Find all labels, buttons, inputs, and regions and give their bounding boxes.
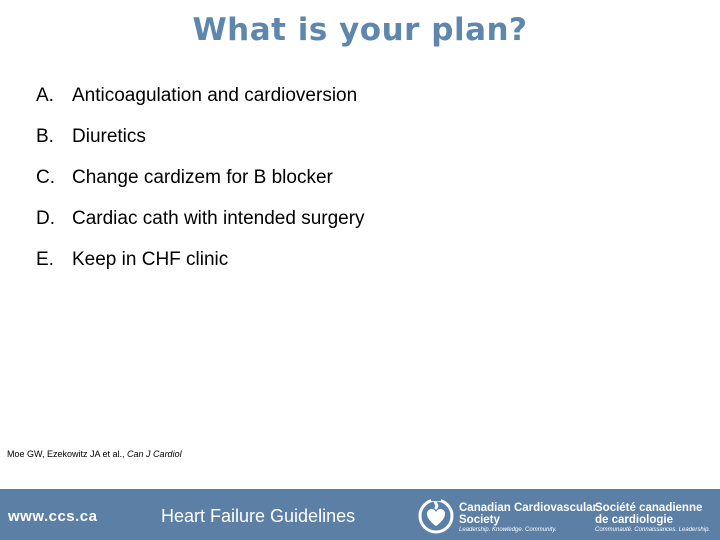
org-fr-tagline: Communauté. Connaissances. Leadership. [595,527,711,533]
option-d [36,207,365,248]
citation-journal: Can J Cardiol [127,449,182,459]
option-letter: D. [36,208,55,229]
org-fr-line1: Société canadienne [595,502,703,514]
option-letter: A. [36,85,54,106]
option-text: Anticoagulation and cardioversion [72,85,358,106]
org-name-english [459,502,597,535]
option-text: Cardiac cath with intended surgery [72,208,365,229]
option-b [36,125,365,166]
org-fr-line2: de cardiologie [595,514,673,526]
option-a [36,84,365,125]
option-c [36,166,365,207]
option-text: Keep in CHF clinic [72,249,229,270]
org-en-line2: Society [459,514,500,526]
answer-options [36,84,365,289]
website-link[interactable]: www.ccs.ca [8,508,98,525]
footer-title: Heart Failure Guidelines [161,506,356,526]
option-letter: B. [36,126,54,147]
footer-bar [0,489,720,540]
option-letter: C. [36,167,55,188]
citation [7,449,182,459]
option-text: Diuretics [72,126,146,147]
slide-title: What is your plan? [192,12,528,48]
org-en-line1: Canadian Cardiovascular [459,502,598,514]
citation-authors: Moe GW, Ezekowitz JA et al., [7,449,128,459]
option-e [36,248,365,289]
option-text: Change cardizem for B blocker [72,167,333,188]
org-en-tagline: Leadership. Knowledge. Community. [459,527,557,533]
org-name-french [595,502,710,535]
option-letter: E. [36,249,54,270]
heart-circle-icon [416,495,456,535]
